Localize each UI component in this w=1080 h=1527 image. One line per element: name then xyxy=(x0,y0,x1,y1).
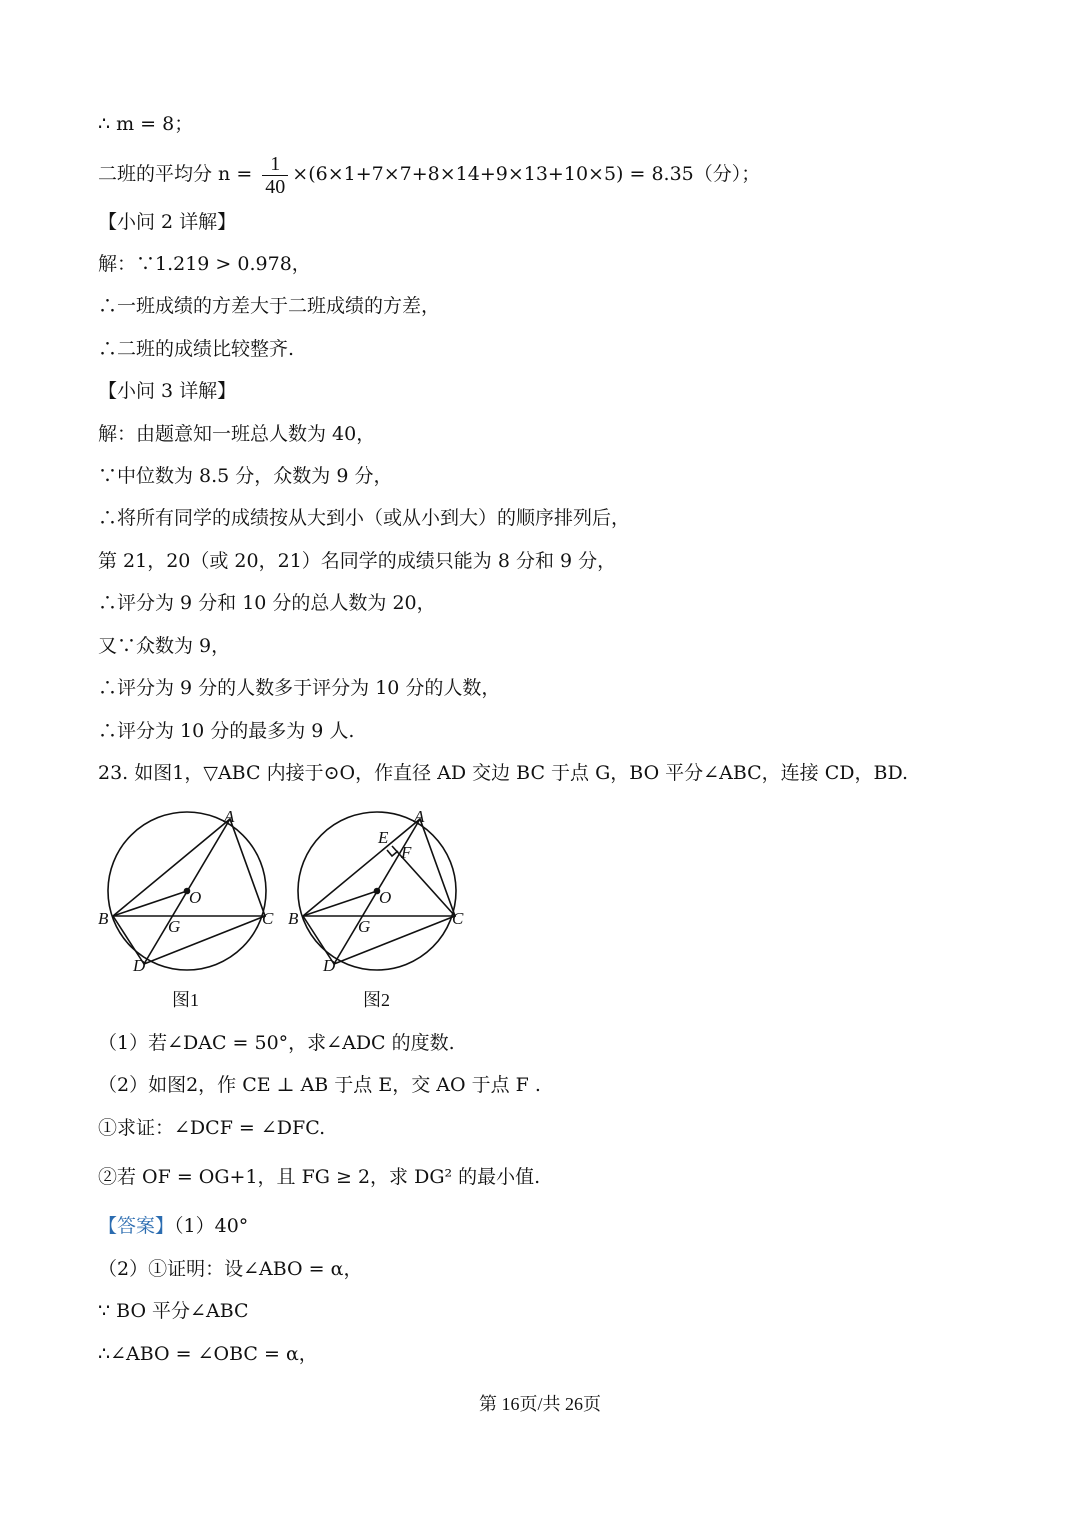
question-1: （1）若∠DAC = 50°，求∠ADC 的度数. xyxy=(98,1032,455,1054)
line-median-mode: ∵中位数为 8.5 分，众数为 9 分， xyxy=(98,465,393,487)
fig1-label-c: C xyxy=(262,909,274,928)
figures-area xyxy=(90,800,490,1010)
fraction-denominator: 40 xyxy=(265,175,286,198)
fig2-segment-cd xyxy=(334,916,455,964)
line-total-9-10: ∴评分为 9 分和 10 分的总人数为 20， xyxy=(98,592,436,614)
line-rank-21-20: 第 21，20（或 20，21）名同学的成绩只能为 8 分和 9 分， xyxy=(98,550,617,572)
fig2-label-c: C xyxy=(452,909,464,928)
line-class2-stable: ∴二班的成绩比较整齐. xyxy=(98,338,295,360)
question-2: （2）如图2，作 CE ⊥ AB 于点 E，交 AO 于点 F . xyxy=(98,1074,541,1096)
avg-suffix: ×(6×1+7×7+8×14+9×13+10×5) = 8.35（分）； xyxy=(292,163,761,185)
line-m-value: ∴ m = 8； xyxy=(98,113,194,135)
question-2-part-1: ①求证：∠DCF = ∠DFC. xyxy=(98,1117,326,1139)
fig1-label-o: O xyxy=(189,888,202,907)
line-mode-9: 又∵众数为 9， xyxy=(98,635,231,657)
fig1-label-g: G xyxy=(168,917,181,936)
proof-setup: （2）①证明：设∠ABO = α， xyxy=(98,1258,363,1280)
fig1-segment-bo xyxy=(113,891,187,916)
fig1-label-d: D xyxy=(133,956,146,975)
line-total-count: 解：由题意知一班总人数为 40， xyxy=(98,423,376,445)
fig2-label-o: O xyxy=(379,888,392,907)
fig2-label-a: A xyxy=(414,807,425,826)
proof-bisector: ∵ BO 平分∠ABC xyxy=(98,1300,249,1322)
line-variance-compare: 解：∵1.219 > 0.978， xyxy=(98,253,311,275)
fraction-numerator: 1 xyxy=(262,153,288,176)
figure-1 xyxy=(108,812,266,970)
fraction xyxy=(262,153,288,198)
fig2-label-b: B xyxy=(288,909,299,928)
fig2-label-g: G xyxy=(358,917,371,936)
line-class2-average xyxy=(98,150,760,198)
fig1-caption: 图1 xyxy=(172,990,199,1010)
geometry-figures xyxy=(90,800,490,980)
answer-tag: 【答案】 xyxy=(98,1215,175,1237)
fig2-caption: 图2 xyxy=(363,990,390,1010)
fig1-segment-cd xyxy=(144,916,265,964)
fig2-label-f: F xyxy=(401,843,412,862)
avg-prefix: 二班的平均分 n = xyxy=(98,163,259,185)
answer-part-1: （1）40° xyxy=(174,1215,249,1237)
problem-23-statement: 23. 如图1，▽ABC 内接于⊙O，作直径 AD 交边 BC 于点 G，BO 平分∠ABC，连接 CD，BD. xyxy=(98,762,909,784)
proof-equal-angles: ∴∠ABO = ∠OBC = α， xyxy=(98,1343,318,1365)
section-heading-q3: 【小问 3 详解】 xyxy=(98,380,237,402)
fig2-label-d: D xyxy=(323,956,336,975)
line-ordering: ∴将所有同学的成绩按从大到小（或从小到大）的顺序排列后， xyxy=(98,507,631,529)
fig1-label-a: A xyxy=(224,807,235,826)
section-heading-q2: 【小问 2 详解】 xyxy=(98,211,237,233)
figure-2 xyxy=(298,812,456,970)
line-max-tens: ∴评分为 10 分的最多为 9 人. xyxy=(98,720,355,742)
fig1-label-b: B xyxy=(98,909,109,928)
line-variance-conclusion: ∴一班成绩的方差大于二班成绩的方差， xyxy=(98,295,441,317)
page-footer: 第 16页/共 26页 xyxy=(478,1394,601,1414)
question-2-part-2: ②若 OF = OG+1，且 FG ≥ 2，求 DG² 的最小值. xyxy=(98,1166,541,1188)
fig2-label-e: E xyxy=(378,828,389,847)
answer-line xyxy=(98,1212,248,1240)
line-more-nines: ∴评分为 9 分的人数多于评分为 10 分的人数， xyxy=(98,677,501,699)
fig2-segment-bo xyxy=(303,891,377,916)
